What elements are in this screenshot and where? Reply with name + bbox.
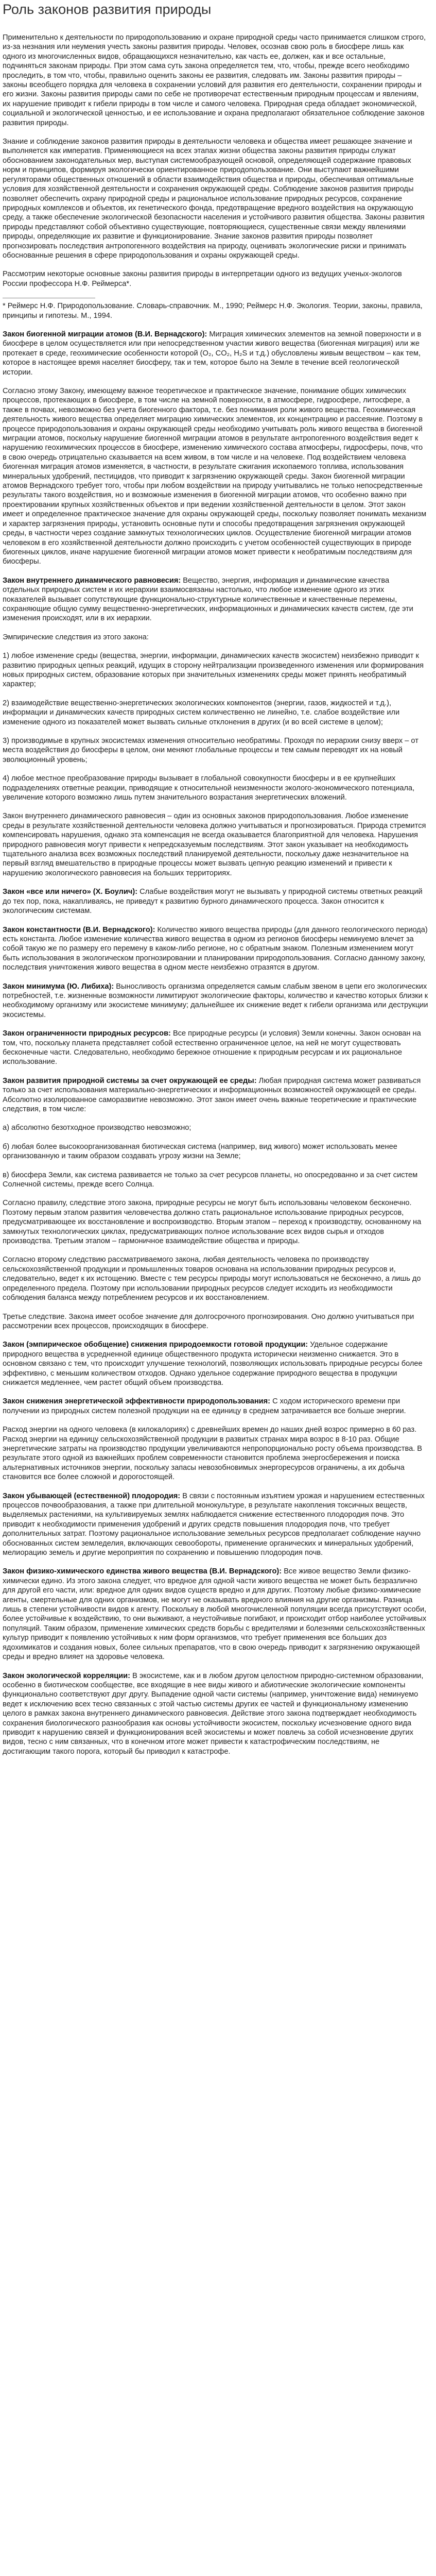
paragraph: Эмпирические следствия из этого закона: [3,633,149,641]
law-name: Закон внутреннего динамического равновесия: [3,576,181,585]
paragraph: Согласно второму следствию рассматриваемого закона, любая деятельность человека по производству сельскохозяйственной продукции и промышленных товаров основана на использовании природных ресурсов и, следовательно, ведет к их истощению. Вместе с тем ресурсы природы могут использоваться не бесконечно, а лишь до определенного предела. Поэтому при использовании природных ресурсов следует исходить из необходимости соблюдения баланса между потреблением ресурсов и их восстановлением. [3,1256,421,1302]
paragraph: 1) любое изменение среды (вещества, энергии, информации, динамических качеств экосистем) неизбежно приводит к развитию природных цепных реакций, идущих в сторону нейтрализации произведенного изменения или формирования новых природных систем, образование которых при значительных изменениях среды может принять необратимый характер; [3,652,424,689]
paragraph: Расход энергии на одного человека (в килокалориях) с древнейших времен до наших дней возрос примерно в 60 раз. Расход энергии на единицу сельскохозяйственной продукции в развитых странах мира возрос в 8-10 раз. Общие энергетические затраты на производство продукции увеличиваются непропорционально росту объема производства. В результате этого одной из важнейших проблем современности становится проблема энергосбережения и поиска альтернативных источников энергии, поскольку запасы невозобновимых энергоресурсов ограничены, а их добыча становится все более сложной и дорогостоящей. [3,1426,423,1482]
footnote: * Реймерс Н.Ф. Природопользование. Словарь-справочник. М., 1990; Реймерс Н.Ф. Экология. Теории, законы, правила, принципы и гипотезы. М., 1994. [3,302,423,320]
paragraph: Рассмотрим некоторые основные законы развития природы в интерпретации одного из ведущих ученых-экологов России профессора Н.Ф. Реймерса*. [3,270,402,288]
paragraph: Закон биогенной миграции атомов (В.И. Вернадского): Миграция химических элементов на земной поверхности и в биосфере в целом осуществляется или при непосредственном участии живого вещества (биогенная миграция) или же протекает в среде, геохимические особенности которой (O₂, CO₂, H₂S и т.д.) обусловлены живым веществом – как тем, которое в настоящее время населяет биосферу, так и тем, которое было на Земле в течение всей геологической истории. [3,330,422,377]
law-name: Закон ограниченности природных ресурсов: [3,1029,171,1038]
paragraph: Закон внутреннего динамического равновесия – один из основных законов природопользования. Любое изменение среды в результате хозяйственной деятельности человека должно учитываться и прогнозироваться. Природа стремится компенсировать нарушения, однако эта компенсация не всегда оказывается благоприятной для человека. Нарушения природного равновесия могут привести к непредсказуемым последствиям. Этот закон указывает на необходимость тщательного анализа всех возможных последствий планируемой деятельности, поскольку даже незначительное на первый взгляд вмешательство в природные процессы может вызвать цепную реакцию изменений и привести к нарушению экологического равновесия на больших территориях. [3,812,426,877]
law-name: Закон физико-химического единства живого вещества (В.И. Вернадского): [3,1567,282,1576]
paragraph: Закон константности (В.И. Вернадского): Количество живого вещества природы (для данного геологического периода) есть константа. Любое изменение количества живого вещества в одном из регионов биосферы неминуемо влечет за собой такую же по размеру его перемену в каком-либо регионе, но с обратным знаком. Полезным изменением могут быть использования в экологическом прогнозировании и планировании природопользования. Согласно данному закону, последствия уничтожения живого вещества в одном месте неизбежно отразятся в другом. [3,925,428,972]
law-name: Закон «все или ничего» (Х. Боулич): [3,888,138,896]
paragraph: Закон экологической корреляции: В экосистеме, как и в любом другом целостном природно-системном образовании, особенно в биотическом сообществе, все входящие в нее виды живого и абиотические экологические компоненты функционально соответствуют друг другу. Выпадение одной части системы (например, уничтожение вида) неминуемо ведет к исключению всех тесно связанных с этой частью системы других ее частей и функциональному изменению целого в рамках закона внутреннего динамического равновесия. Действие этого закона подтверждает необходимость сохранения биологического разнообразия как основы устойчивости экосистем, поскольку исчезновение одного вида приводит к нарушению связей и функционирования всей экосистемы и может повлечь за собой исчезновение других видов, тесно с ним связанных, что в конечном итоге может привести к катастрофическим последствиям, не достигающим такого порога, который бы приводил к катастрофе. [3,1671,424,1756]
paragraph: Закон ограниченности природных ресурсов: Все природные ресурсы (и условия) Земли конечны. Закон основан на том, что, поскольку планета представляет собой естественно ограниченное целое, на ней не могут существовать бесконечные части. Следовательно, необходимо бережное отношение к природным ресурсам и их рациональное использование. [3,1029,421,1066]
paragraph: Закон минимума (Ю. Либиха): Выносливость организма определяется самым слабым звеном в цепи его экологических потребностей, т.е. жизненные возможности лимитируют экологические факторы, количество и качество которых близки к необходимому организму или экосистеме минимуму; дальнейшее их снижение ведет к гибели организма или деструкции экосистемы. [3,982,428,1019]
law-name: Закон снижения энергетической эффективности природопользования: [3,1397,271,1406]
paragraph: Закон «все или ничего» (Х. Боулич): Слабые воздействия могут не вызывать у природной системы ответных реакций до тех пор, пока, накапливаясь, не приведут к развитию бурного динамического процесса. Закон относится к экологическим системам. [3,888,423,916]
paragraph: Согласно правилу, следствие этого закона, природные ресурсы не могут быть использованы человеком бесконечно. Поэтому первым этапом развития человечества должно стать рациональное использование природных ресурсов, предусматривающее их восстановление и воспроизводство. Вторым этапом – переход к производству, основанному на замкнутых технологических циклах, предусматривающих полное использование всех видов сырья и отходов производства. Третьим этапом – гармоничное взаимодействие общества и природы. [3,1199,422,1246]
law-name: Закон (эмпирическое обобщение) снижения природоемкости готовой продукции: [3,1341,308,1349]
law-name: Закон убывающей (естественной) плодородия: [3,1492,181,1500]
paragraph: б) любая более высокоорганизованная биотическая система (например, вид живого) может использовать менее организованную и таким образом создавать угрозу жизни на Земле; [3,1142,397,1161]
paragraph: 4) любое местное преобразование природы вызывает в глобальной совокупности биосферы и в ее крупнейших подразделениях ответные реакции, приводящие к относительной неизменности эколого-экономического потенциала, увеличение которого возможно лишь путем значительного возрастания энергетических вложений. [3,774,415,802]
paragraph: Закон убывающей (естественной) плодородия: В связи с постоянным изъятием урожая и нарушением естественных процессов почвообразования, а также при длительной монокультуре, в результате накопления токсичных веществ, выделяемых растениями, на культивируемых землях наблюдается снижение естественного плодородия почв. Это приводит к необходимости применения удобрений и других средств повышения плодородия почв, что требует дополнительных затрат. Поэтому рациональное использование земельных ресурсов предполагает соблюдение научно обоснованных систем земледелия, включающих севообороты, применение органических и минеральных удобрений, мелиорацию земель и другие мероприятия по сохранению и повышению плодородия почв. [3,1492,425,1557]
paragraph: Закон развития природной системы за счет окружающей ее среды: Любая природная система может развиваться только за счет использования материально-энергетических и информационных возможностей окружающей ее среды. Абсолютно изолированное саморазвитие невозможно. Этот закон имеет очень важные теоретические и практические следствия, в том числе: [3,1076,421,1113]
law-name: Закон константности (В.И. Вернадского): [3,925,155,934]
law-name: Закон минимума (Ю. Либиха): [3,982,114,991]
law-name: Закон биогенной миграции атомов (В.И. Вернадского): [3,330,207,338]
paragraph: Закон физико-химического единства живого вещества (В.И. Вернадского): Все живое вещество Земли физико-химически едино. Из этого закона следует, что вредное для одной части живого вещества не может быть безразлично для другой его части, или: вредное для одних видов существ вредно и для других. Поэтому любые физико-химические агенты, смертельные для одних организмов, не могут не оказывать вредного влияния на другие организмы. Разница лишь в степени устойчивости видов к агенту. Поскольку в любой многочисленной популяции всегда присутствуют особи, более устойчивые к воздействию, то они выживают, а неустойчивые погибают, и происходит отбор наиболее устойчивых популяций. Таким образом, применение химических средств борьбы с вредителями и болезнями сельскохозяйственных культур приводит к появлению устойчивых к ним форм организмов, что требует применения все больших доз ядохимикатов и создания новых, более сильных препаратов, что в свою очередь приводит к загрязнению окружающей среды и вредно влияет на здоровье человека. [3,1567,427,1662]
paragraph: 3) производимые в крупных экосистемах изменения относительно необратимы. Проходя по иерархии снизу вверх – от места воздействия до биосферы в целом, они меняют глобальные процессы и тем самым переводят их на новый эволюционный уровень; [3,737,418,764]
paragraph: а) абсолютно безотходное производство невозможно; [3,1124,191,1132]
law-name: Закон экологической корреляции: [3,1671,131,1680]
paragraph: Применительно к деятельности по природопользованию и охране природной среды часто принимается слишком строго, из-за незнания или неумения учесть законы развития природы. Человек, осознав свою роль в биосфере лишь как одного из многочисленных видов, обращающихся незначительно, как часть ее, должен, как и все остальные, подчиняться законам природы. При этом сама суть закона определяется тем, что, чтобы, прежде всего необходимо проследить, в том что, чтобы, правильно оценить законы ее развития, следовать им. Законы развития природы – законы всеобщего порядка для человека в сохранении условий для развития его деятельности, сохранении природы и его жизни. Законы развития природы сами по себе не противоречат естественным природным процессам и явлениям, их нарушение приводит к гибели природы в том числе и самого человека. Природная среда обладает экономической, социальной и экологической ценностью, и ее использование и охрана предполагают обязательное соблюдение законов развития природы. [3,33,426,127]
law-name: Закон развития природной системы за счет окружающей ее среды: [3,1076,257,1085]
paragraph: Закон внутреннего динамического равновесия: Вещество, энергия, информация и динамические качества отдельных природных систем и их иерархии взаимосвязаны настолько, что любое изменение одного из этих показателей вызывает сопутствующие функционально-структурные количественные и качественные перемены, сохраняющие общую сумму вещественно-энергетических, информационных и динамических качеств систем, где эти изменения происходят, или в их иерархии. [3,576,413,623]
paragraph: Закон снижения энергетической эффективности природопользования: С ходом исторического времени при получении из природных систем полезной продукции на ее единицу в среднем затрачивается все больше энергии. [3,1397,406,1415]
page-title: Роль законов развития природы [3,2,212,17]
paragraph: Знание и соблюдение законов развития природы в деятельности человека и общества имеет решающее значение и выполняется как императив. Применяющиеся на всех этапах жизни общества законы развития природы служат обоснованием законодательных мер, выступая системообразующей основой, определяющей содержание правовых норм и принципов, формируя экологически ориентированное природопользование. Они выступают важнейшими регуляторами общественных отношений в области взаимодействия общества и природы, обеспечивая оптимальные условия для хозяйственной деятельности и сохранения окружающей среды. Соблюдение законов развития природы позволяет обеспечить охрану природной среды и рациональное использование природных ресурсов, сохранение природных комплексов и объектов, их генетического фонда, предотвращение вредного воздействия на окружающую среду, а также обеспечение экологической безопасности населения и устойчивого развития общества. Законы развития природы представляют собой объективно существующие, повторяющиеся, существенные связи между явлениями природы, определяющие их развитие и функционирование. Знание законов развития природы позволяет прогнозировать последствия антропогенного воздействия на природу, оценивать экологические риски и принимать обоснованные решения в сфере природопользования и охраны окружающей среды. [3,138,425,260]
paragraph: Третье следствие. Закона имеет особое значение для долгосрочного прогнозирования. Оно должно учитываться при рассмотрении всех процессов, происходящих в биосфере. [3,1312,414,1330]
paragraph: Закон (эмпирическое обобщение) снижения природоемкости готовой продукции: Удельное содержание природного вещества в усредненной единице общественного продукта исторически неизменно снижается. Это в основном связано с тем, что происходит улучшение технологий, позволяющих использовать природные ресурсы более эффективно, с меньшим количеством отходов. Однако удельное содержание природного вещества в продукции снижается медленнее, чем растет общий объем производства. [3,1341,423,1387]
paragraph: в) биосфера Земли, как система развивается не только за счет ресурсов планеты, но опосредованно и за счет систем Солнечной системы, прежде всего Солнца. [3,1171,418,1189]
paragraph: 2) взаимодействие вещественно-энергетических экологических компонентов (энергии, газов, жидкостей и т.д.), информации и динамических качеств природных систем количественно не линейно, т.е. слабое воздействие или изменение одного из показателей может вызвать сильные отклонения в других (и во всей системе в целом); [3,699,400,726]
paragraph: Согласно этому Закону, имеющему важное теоретическое и практическое значение, понимание общих химических процессов, протекающих в биосфере, в том числе на земной поверхности, в атмосфере, гидросфере, литосфере, а также в почвах, невозможно без учета биогенного фактора, т.е. без понимания роли живого вещества. Геохимическая деятельность живого вещества определяет миграцию химических элементов, их концентрацию и рассеяние. Поэтому в процессе природопользования и охраны окружающей среды необходимо учитывать роль живого вещества в биогенной миграции атомов, поскольку нарушение биогенной миграции атомов в результате антропогенного воздействия ведет к нарушению геохимических процессов в биосфере, изменению химического состава атмосферы, гидросферы, почв, что в свою очередь отрицательно сказывается на всем живом, в том числе и на человеке. Под воздействием человека биогенная миграция атомов изменяется, в частности, в результате сжигания ископаемого топлива, использования минеральных удобрений, пестицидов, что приводит к загрязнению окружающей среды. Закон биогенной миграции атомов Вернадского требует того, чтобы при любом воздействии на природу учитывались не только непосредственные результаты такого воздействия, но и возможные изменения в биогенной миграции атомов, что особенно важно при проектировании крупных хозяйственных объектов и при ведении хозяйственной деятельности в целом. Этот закон имеет и определенное практическое значение для охраны окружающей среды, поскольку позволяет понимать механизм и характер загрязнения природы, установить основные пути и способы предотвращения загрязнения окружающей среды, в частности через создание замкнутых технологических циклов. Осуществление биогенной миграции атомов человеком в его хозяйственной деятельности должно происходить с учетом особенностей существующих в природе биогенных циклов, иначе нарушение биогенной миграции атомов может привести к необратимым последствиям для биосферы. [3,387,427,566]
article-body [3,33,428,1756]
